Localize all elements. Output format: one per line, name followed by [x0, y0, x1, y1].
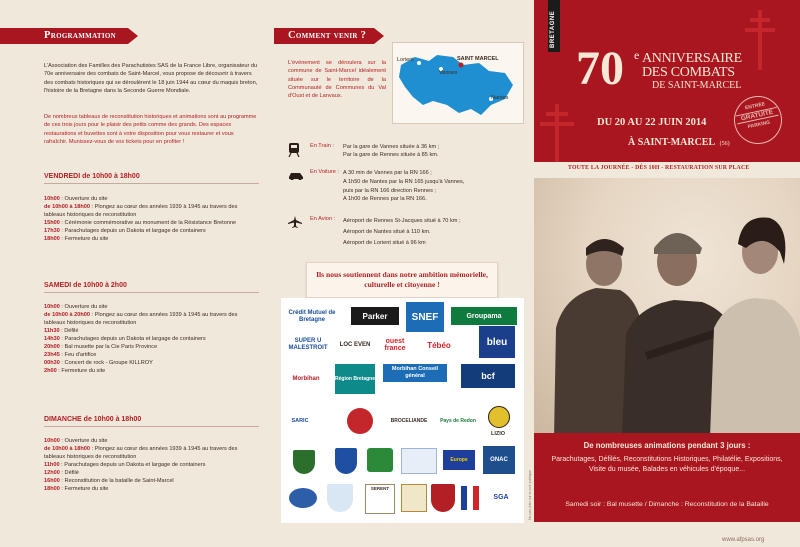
day-title: DIMANCHE de 10h00 à 18h00: [44, 416, 142, 423]
brand-vertical-text: BRETAGNE: [550, 10, 556, 48]
map-label-lorient: Lorient: [397, 57, 414, 63]
transport-line: A 1h00 de Rennes par la RN 166.: [343, 196, 427, 203]
transport-mode: En Train :: [310, 143, 334, 149]
logo-crest-1: [293, 450, 315, 474]
event-item: 16h00 : Reconstitution de la bataille de Saint-Marcel: [44, 478, 174, 484]
event-item: 12h00 : Défilé: [44, 470, 79, 476]
map-label-saint-marcel: SAINT MARCEL: [457, 56, 499, 62]
event-item: de 10h00 à 18h00 : Plongez au cœur des années 1939 à 1945 au travers des tableaux historiques de reconstitution: [44, 204, 238, 218]
logo-super-u: SUPER U MALESTROIT: [288, 338, 328, 351]
map-label-nantes: Nantes: [491, 95, 509, 101]
comment-venir-title: Comment venir ?: [288, 30, 367, 41]
event-item: 10h00 : Ouverture du site: [44, 196, 108, 202]
logo-groupama: Groupama: [451, 307, 517, 325]
logo-serent: SERENT: [365, 484, 395, 514]
transport-line: Par la gare de Vannes située à 36 km ;: [343, 144, 440, 150]
event-item: 18h00 : Fermeture du site: [44, 486, 109, 492]
transport-line: A 30 min de Vannes par la RN 166 ;: [343, 170, 432, 176]
plane-icon: [288, 216, 302, 228]
logo-crest-2: [335, 448, 357, 474]
event-item: 00h30 : Concert de rock - Groupe KILLROY: [44, 360, 153, 366]
website-link[interactable]: www.afpsas.org: [722, 537, 765, 543]
logo-crest-3: [367, 448, 393, 472]
logo-europe: Europe: [443, 450, 475, 470]
logo-lizio-emblem: [488, 406, 510, 428]
soldiers-photo: [534, 178, 800, 438]
logo-saric: SARIC: [291, 417, 309, 424]
event-item: 14h30 : Parachutages depuis un Dakota et largage de containers: [44, 336, 206, 342]
event-item: 11h00 : Parachutages depuis un Dakota et largage de containers: [44, 462, 206, 468]
logo-credit-mutuel: Crédit Mutuel de Bretagne: [288, 310, 336, 323]
event-list: [44, 195, 259, 243]
transport-line: A 1h50 de Nantes par la RN 165 jusqu'à Vannes,: [343, 178, 465, 185]
event-list: [44, 303, 259, 375]
brand-vertical-tab: [548, 0, 560, 52]
event-list: [44, 437, 259, 493]
day-title: SAMEDI de 10h00 à 2h00: [44, 282, 127, 289]
logo-region-bretagne: Région Bretagne: [335, 364, 375, 394]
number-suffix: e: [634, 48, 640, 62]
lorraine-cross-left: [540, 104, 574, 162]
day-saturday: [44, 282, 259, 375]
big-number: 70: [576, 42, 624, 95]
event-item: 23h45 : Feu d'artifice: [44, 352, 97, 358]
event-item: 15h00 : Cérémonie commémorative au monument de la Résistance Bretonne: [44, 220, 237, 226]
anniversaire-text: ANNIVERSAIRE: [642, 51, 742, 66]
logo-pays-redon: Pays de Redon: [440, 417, 476, 424]
event-item: 20h00 : Bal musette par la Cie Paris Province: [44, 344, 158, 350]
logo-loc-even: LOC EVEN: [339, 341, 371, 348]
event-item: de 10h00 à 20h00 : Plongez au cœur des années 1939 à 1945 au travers des tableaux historiques de reconstitution: [44, 312, 238, 326]
dept-text: (56): [719, 141, 730, 147]
intro-paragraph-1: L'Association des Familles des Parachutistes SAS de la France Libre, organisateur du 70e anniversaire des combats de Saint-Marcel, vous propose de découvrir à travers des combats historiques qui se déroulèrent le 18 juin 1944 au cœur du maquis breton, l'histoire de la Bretagne dans la Seconde Guerre Mondiale.: [44, 63, 258, 94]
dates-text: DU 20 AU 22 JUIN 2014: [597, 117, 707, 128]
logo-lizio: LIZIO: [490, 431, 506, 437]
event-item: 17h30 : Parachutages depuis un Dakota et largage de containers: [44, 228, 206, 234]
logo-broceliande: BROCELIANDE: [390, 417, 428, 424]
day-sunday: [44, 416, 259, 493]
logo-republique: [461, 486, 479, 510]
transport-mode: En Avion :: [310, 216, 336, 222]
map-label-vannes: Vannes: [439, 70, 458, 76]
programmation-title: Programmation: [44, 30, 117, 41]
sponsor-banner: [306, 262, 498, 298]
place-line: [628, 132, 730, 150]
saint-marcel-text: DE SAINT-MARCEL: [652, 80, 742, 91]
divider: [44, 292, 259, 293]
logo-red-seal: [347, 408, 373, 434]
animations-box: [534, 433, 800, 522]
logo-snef: SNEF: [406, 302, 444, 332]
des-combats-text: DES COMBATS: [642, 65, 735, 80]
logo-shield-blue: [327, 484, 353, 512]
tagline: TOUTE LA JOURNÉE - DÈS 10H - RESTAURATION SUR PLACE: [568, 165, 750, 171]
event-item: 11h30 : Défilé: [44, 328, 79, 334]
access-text: L'événement se déroulera sur la commune de Saint-Marcel idéalement située sur le territoire de la Communauté de Communes du Val d'Oust et de Lanvaux.: [288, 60, 386, 100]
event-item: 18h00 : Fermeture du site: [44, 236, 109, 242]
transport-mode: En Voiture :: [310, 169, 339, 175]
logo-tebeo: Tébéo: [427, 340, 451, 350]
train-icon: [288, 143, 300, 157]
logo-crest-4: [401, 448, 437, 474]
logo-crest-6: [431, 484, 455, 512]
soldiers-illustration: [534, 178, 800, 438]
logo-bird: [289, 488, 317, 508]
place-text: À SAINT-MARCEL: [628, 137, 716, 148]
logo-onac: ONAC: [483, 446, 515, 474]
car-icon: [288, 171, 304, 180]
logo-ouest-france: ouest france: [384, 338, 406, 352]
comment-venir-ribbon: [274, 28, 374, 44]
day-friday: [44, 173, 259, 243]
stamp-top-text: ENTRÉE: [744, 101, 766, 112]
animations-title: De nombreuses animations pendant 3 jours :: [583, 441, 751, 450]
animations-text: Parachutages, Défilés, Reconstitutions Historiques, Philatélie, Expositions, Visite du musée, Balades en véhicules d'époque...: [551, 456, 783, 473]
event-item: 10h00 : Ouverture du site: [44, 438, 108, 444]
stamp-mid-text: GRATUITE: [736, 107, 779, 125]
intro-paragraph-2: De nombreux tableaux de reconstitution historiques et animations sont au programme de ces trois jours pour le plaisir des petits comme des grands. Des espaces restaurations et buvettes sont à votre disposition pour vous restaurer et vous rafraîchir. Munissez-vous de vos tickets pour en profiter !: [44, 114, 257, 145]
logo-morbihan-cg: Morbihan Conseil général: [383, 364, 447, 382]
day-title: VENDREDI de 10h00 à 18h00: [44, 173, 140, 180]
stamp-bottom-text: PARKING: [747, 119, 771, 131]
logo-crest-5: [401, 484, 427, 512]
divider: [44, 426, 259, 427]
programmation-ribbon: [0, 28, 128, 44]
sponsor-grid: [281, 298, 524, 523]
transport-line: Aéroport de Nantes situé à 110 km.: [343, 229, 431, 235]
transport-line: Par la gare de Rennes située à 85 km.: [343, 152, 439, 159]
transport-line: Aéroport de Lorient situé à 96 km: [343, 240, 426, 246]
fine-print: Ne pas jeter sur la voie publique: [528, 469, 532, 520]
map-shape: [393, 43, 523, 123]
evening-text: Samedi soir : Bal musette / Dimanche : Reconstitution de la Bataille: [565, 501, 769, 508]
brittany-map: [392, 42, 524, 124]
logo-bleu: bleu: [479, 326, 515, 358]
logo-parker: Parker: [351, 307, 399, 325]
divider: [44, 183, 259, 184]
event-item: 2h00 : Fermeture du site: [44, 368, 106, 374]
sponsor-banner-text: Ils nous soutiennent dans notre ambition mémorielle, culturelle et citoyenne !: [316, 270, 488, 289]
logo-sga: SGA: [493, 493, 509, 501]
logo-morbihan: Morbihan: [292, 375, 320, 382]
transport-line: Aéroport de Rennes St-Jacques situé à 70 km ;: [343, 218, 461, 224]
event-item: de 10h00 à 18h00 : Plongez au cœur des années 1939 à 1945 au travers des tableaux historiques de reconstitution: [44, 446, 238, 460]
transport-line: puis par la RN 166 direction Rennes ;: [343, 187, 436, 194]
logo-bcf: bcf: [461, 364, 515, 388]
event-item: 10h00 : Ouverture du site: [44, 304, 108, 310]
